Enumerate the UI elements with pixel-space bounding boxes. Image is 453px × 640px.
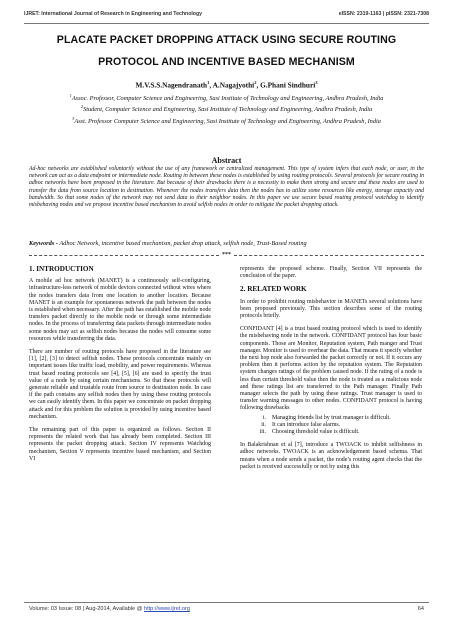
- page-number: 64: [417, 606, 424, 612]
- affiliations: [30, 92, 423, 126]
- paragraph: In Balakrishnan et al [7], introduce a TWOACK to inhibit selfishness in adhoc networks. TWOACK is an acknowledgement based schema. That means when a node sends a packet, the node’s routing agent checks that the packet is received successfully or not by using this: [240, 442, 422, 470]
- paragraph: The remaining part of this paper is organized as follows. Section II represents the related work that has already been completed. Section III represents the packet dropping attack. Section IV represents Watchdog mechanism, Section V represents incentive based mechanism, and Section VI: [29, 427, 211, 462]
- journal-name: IJRET: International Journal of Research in Engineering and Technology: [24, 11, 203, 17]
- list-item: ii. It can introduce false alarms.: [261, 421, 341, 428]
- section-separator: [29, 251, 424, 259]
- header-rule: [24, 23, 429, 24]
- paragraph: represents the proposed scheme. Finally, Section VII represents the conclusion of the paper.: [240, 266, 422, 280]
- author-list: M.V.S.S.Nagendranath$^1$, A.Nagajyothi$^2$, G.Phani Sindhuri$^3$: [135, 80, 318, 90]
- abstract-text: Ad-hoc networks are established voluntarily without the use of any framework or centralized management. This type of system infers that each node, or user, in the network can act as a data endpoint or intermediate node. Routing in between these nodes is established by using routing protocols. Several protocols for secure routing in adhoc networks have been proposed in the literature. But because of their drawbacks there is a necessity to make them strong and secure and these nodes are used to transfer the data from source location to destination. Whenever the nodes transfers data then the nodes has to utilize some resources like energy, storage capacity and bandwidth. So that some nodes of the network may not send data to their neighbor nodes. In this paper we use secure based routing protocol watchdog to identify misbehaving nodes and we propose incentive based mechanism to avoid selfish nodes in order to mitigate the packet dropping attack.: [29, 166, 424, 209]
- keywords: [29, 240, 424, 248]
- list-item: iii. Choosing threshold value is difficult.: [259, 429, 360, 436]
- section-heading-related-work: 2. RELATED WORK: [240, 285, 307, 294]
- issn-info: eISSN: 2319-1163 | pISSN: 2321-7308: [338, 11, 429, 17]
- left-column: [29, 266, 211, 469]
- paragraph: CONFIDANT [4] is a trust based routing protocol which is used to identify the misbehaving node in the network. CONFIDANT protocol has four basic components. Those are Monitor, Reputation system, Path manger and Trust manager. Monitor is used to overhear the data. That means it specify whether the next hop node also forwarded the packet correctly or not. If it occurs any problem then it performs action by the reputation system. The Reputation system changes ratings of the problem caused node. If the rating of a node is less than certain threshold value then the node is treated as a malicious node and these ratings list are transferred to the Path manager. Finally Path manager selects the path by using these ratings. Trust manager is used to transfer warning messages to other nodes. CONFIDANT protocol is having following drawbacks: [240, 326, 422, 412]
- paragraph: There are number of routing protocols have proposed in the literature see [1], [2], [3] to detect selfish nodes. These protocols concentrate mainly on important issues like traffic load, mobility, and power requirements. Whereas trust based routing protocols see [4], [5], [6] are used to specify the trust value of a node by using certain mechanisms. So that these protocols will generate reliable and trustable route from source to destination node. In case if the path contains any selfish nodes then by using these routing protocols we can easily identify them. In this paper we concentrate on packet dropping attack and for this problem the solution is provided by using incentive based mechanism.: [29, 349, 211, 420]
- author-sup: 2: [254, 80, 257, 85]
- author-name: A.Nagajyothi: [212, 80, 255, 90]
- journal-link[interactable]: http://www.ijret.org: [143, 606, 190, 612]
- paragraph: A mobile ad hoc network (MANET) is a continuously self-configuring, infrastructure-less network of mobile devices connected without wires where the nodes transfers data from one location to another location. Because MANET is an example for spontaneous network the path between the nodes is established when necessary. After the path has established the mobile node transfers packet directly to the mobile node or through some intermediate nodes. In the process of transferring data packets through intermediate nodes some nodes may act as selfish nodes because the nodes will consume some resources while transferring the data.: [29, 278, 211, 342]
- keywords-label: Keywords -: [29, 240, 58, 247]
- right-column: [240, 266, 422, 477]
- keywords-text: Adhoc Network, incentive based mechanism, packet drop attack, selfish node, Trust-Based routing: [57, 240, 307, 247]
- section-heading-introduction: 1. INTRODUCTION: [29, 265, 94, 273]
- running-footer: [29, 606, 424, 612]
- affiliation: $^3$Asst. Professor Computer Science and Engineering, Sasi Institute of Technology and Engineering, Andhra Pradesh, India: [72, 115, 381, 125]
- running-header: [24, 11, 429, 17]
- author-sup: 1: [207, 80, 210, 85]
- affiliation: $^2$Student, Computer Science and Engineering, Sasi Institute of Technology and Engineering, Andhra Pradesh, India: [80, 104, 373, 114]
- list-item: i. Managing friends list by trust manager is difficult.: [262, 414, 391, 421]
- paper-title: PLACATE PACKET DROPPING ATTACK USING SECURE ROUTING PROTOCOL AND INCENTIVE BASED MECHANISM: [56, 34, 397, 68]
- abstract-heading: Abstract: [211, 156, 242, 165]
- author-name: G.Phani Sindhuri: [260, 80, 316, 90]
- drawbacks-list: [240, 415, 422, 437]
- author-name: M.V.S.S.Nagendranath: [135, 80, 208, 90]
- footer-rule: [24, 602, 429, 603]
- separator-stars: ***: [222, 252, 231, 258]
- affiliation: $^1$Assoc. Professor, Computer Science and Engineering, Sasi Institute of Technology and Engineering, Andhra Pradesh, India: [69, 93, 384, 103]
- paragraph: In order to prohibit routing misbehavior in MANETs several solutions have been proposed previously. This section describes some of the routing protocols briefly.: [240, 298, 422, 320]
- volume-info: Volume: 03 Issue: 08 | Aug-2014, Available @ http://www.ijret.org: [29, 606, 190, 612]
- author-sup: 3: [315, 80, 318, 85]
